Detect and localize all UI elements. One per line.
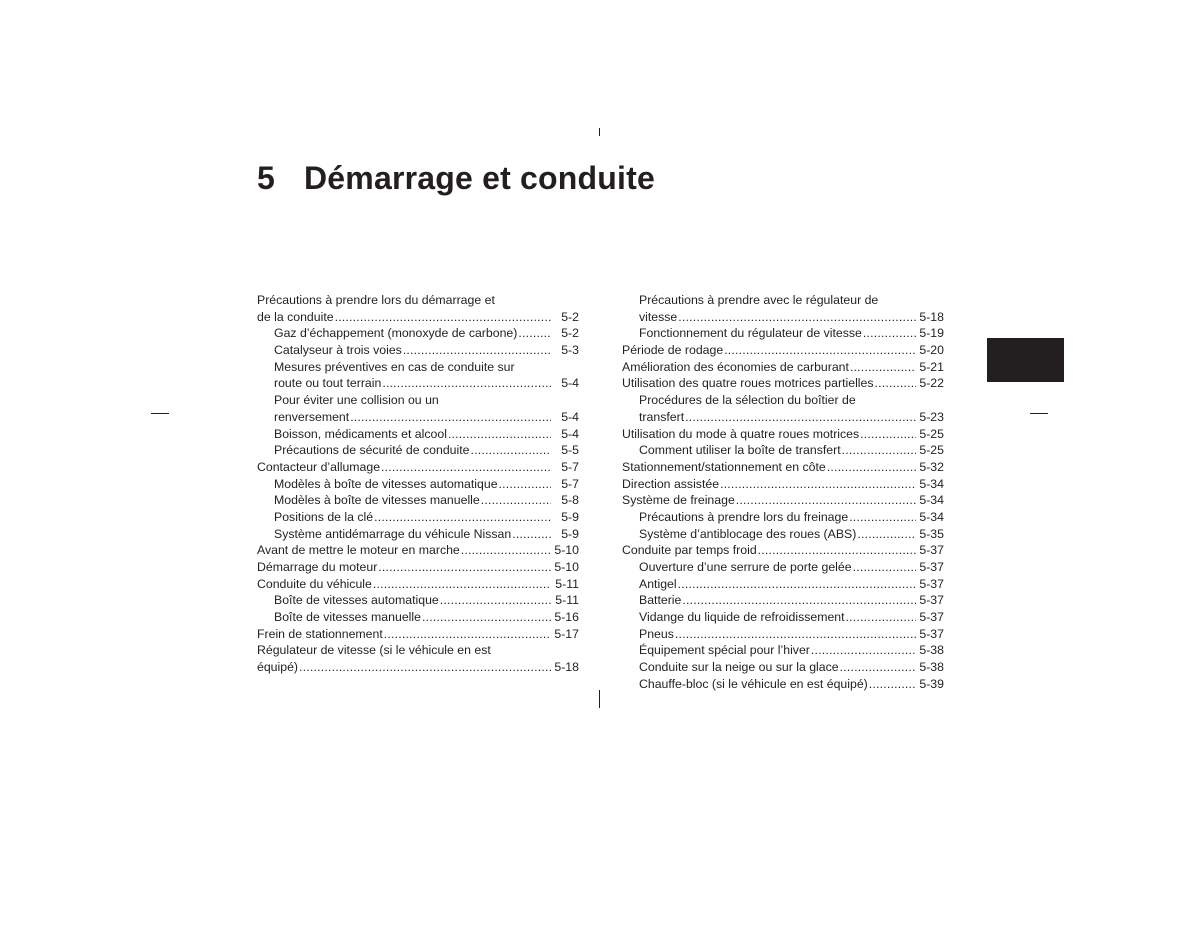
toc-entry[interactable] — [622, 426, 944, 443]
dot-leader — [685, 409, 916, 426]
toc-left-column — [257, 292, 579, 676]
toc-page-number: 5-37 — [919, 560, 944, 574]
dot-leader — [335, 309, 551, 326]
dot-leader — [736, 492, 916, 509]
crop-mark-bottom — [599, 690, 600, 708]
toc-entry[interactable] — [257, 592, 579, 609]
toc-entry[interactable] — [257, 359, 579, 392]
toc-page-number: 5-11 — [555, 576, 579, 591]
toc-entry-text: Précautions à prendre avec le régulateur de — [639, 293, 879, 307]
dot-leader — [875, 375, 916, 392]
toc-entry-text: Avant de mettre le moteur en marche — [257, 543, 460, 558]
toc-entry-text: Modèles à boîte de vitesses manuelle — [274, 493, 480, 508]
toc-entry[interactable] — [622, 476, 944, 493]
dot-leader — [846, 609, 916, 626]
toc-page-number: 5-11 — [555, 593, 579, 608]
toc-page-number: 5-38 — [919, 643, 944, 658]
toc-page-number: 5-7 — [561, 459, 579, 474]
toc-entry[interactable] — [257, 642, 579, 675]
toc-entry-text: Régulateur de vitesse (si le véhicule en est — [257, 643, 491, 658]
toc-entry[interactable] — [257, 526, 579, 543]
dot-leader — [403, 342, 551, 359]
toc-entry-text: Fonctionnement du régulateur de vitesse — [639, 326, 862, 341]
toc-entry[interactable] — [257, 292, 579, 325]
dot-leader — [422, 609, 551, 626]
toc-entry[interactable] — [257, 426, 579, 443]
toc-entry-text: Équipement spécial pour l’hiver — [639, 643, 810, 658]
crop-mark-top — [599, 128, 600, 136]
toc-entry[interactable] — [622, 375, 944, 392]
toc-entry-text: Boisson, médicaments et alcool — [274, 426, 447, 441]
toc-entry[interactable] — [622, 359, 944, 376]
dot-leader — [863, 325, 916, 342]
toc-entry-text: Comment utiliser la boîte de transfert — [639, 443, 841, 458]
toc-entry-text: Antigel — [639, 576, 677, 591]
dot-leader — [382, 375, 551, 392]
dot-leader — [758, 542, 916, 559]
crop-mark-left — [151, 413, 169, 414]
dot-leader — [724, 342, 916, 359]
toc-entry-text: Boîte de vitesses automatique — [274, 593, 439, 608]
dot-leader — [299, 659, 551, 676]
dot-leader — [350, 409, 551, 426]
toc-entry-text: Contacteur d’allumage — [257, 459, 381, 474]
toc-entry-text: Procédures de la sélection du boîtier de — [639, 393, 856, 408]
toc-entry[interactable] — [622, 526, 944, 543]
toc-entry[interactable] — [622, 509, 944, 526]
dot-leader — [857, 526, 916, 543]
toc-entry[interactable] — [257, 626, 579, 643]
toc-entry-text: vitesse — [639, 309, 678, 324]
dot-leader — [374, 509, 551, 526]
toc-entry[interactable] — [257, 442, 579, 459]
chapter-title-text: Démarrage et conduite — [304, 160, 655, 196]
toc-entry[interactable] — [622, 459, 944, 476]
toc-entry-text: Utilisation du mode à quatre roues motrices — [622, 426, 860, 441]
toc-page-number: 5-9 — [561, 509, 579, 524]
toc-page-number: 5-9 — [561, 526, 579, 541]
toc-entry[interactable] — [257, 542, 579, 559]
dot-leader — [440, 592, 551, 609]
toc-entry-text: route ou tout terrain — [274, 376, 382, 391]
toc-page-number: 5-19 — [919, 326, 944, 341]
toc-page-number: 5-37 — [919, 626, 944, 641]
toc-page-number: 5-21 — [919, 359, 944, 374]
toc-entry-text: transfert — [639, 409, 685, 424]
dot-leader — [860, 426, 916, 443]
dot-leader — [461, 542, 551, 559]
toc-page-number: 5-3 — [561, 343, 579, 358]
dot-leader — [481, 492, 551, 509]
toc-page-number: 5-8 — [561, 493, 579, 508]
toc-entry-text: Stationnement/stationnement en côte — [622, 459, 826, 474]
toc-entry-text: Modèles à boîte de vitesses automatique — [274, 476, 498, 491]
toc-page-number: 5-4 — [561, 409, 579, 424]
toc-page-number: 5-4 — [561, 426, 579, 441]
toc-entry-text: Batterie — [639, 593, 682, 608]
dot-leader — [849, 509, 916, 526]
dot-leader — [811, 642, 916, 659]
toc-page-number: 5-10 — [554, 543, 579, 558]
toc-entry-text: Conduite du véhicule — [257, 576, 372, 591]
toc-entry-text: Ouverture d’une serrure de porte gelée — [639, 560, 852, 574]
dot-leader — [381, 459, 551, 476]
toc-entry[interactable] — [622, 325, 944, 342]
toc-entry[interactable] — [622, 559, 944, 576]
toc-entry-text: Mesures préventives en cas de conduite sur — [274, 359, 515, 374]
toc-entry-text: Amélioration des économies de carburant — [622, 359, 849, 374]
toc-page-number: 5-37 — [919, 576, 944, 591]
toc-entry[interactable] — [622, 492, 944, 509]
dot-leader — [853, 559, 916, 576]
toc-entry[interactable] — [257, 459, 579, 476]
toc-entry[interactable] — [622, 592, 944, 609]
toc-entry-text: Système d’antiblocage des roues (ABS) — [639, 526, 857, 541]
toc-entry[interactable] — [257, 392, 579, 425]
dot-leader — [678, 576, 916, 593]
dot-leader — [384, 626, 551, 643]
toc-page-number: 5-39 — [919, 676, 944, 691]
dot-leader — [518, 325, 551, 342]
toc-entry-text: Période de rodage — [622, 343, 724, 358]
dot-leader — [850, 359, 916, 376]
toc-entry-text: Précautions à prendre lors du freinage — [639, 509, 849, 524]
dot-leader — [471, 442, 551, 459]
toc-page-number: 5-18 — [919, 309, 944, 324]
dot-leader — [675, 626, 916, 643]
toc-entry-text: renversement — [274, 409, 350, 424]
toc-page-number: 5-37 — [919, 610, 944, 625]
toc-entry[interactable] — [257, 342, 579, 359]
toc-entry-text: Conduite par temps froid — [622, 543, 757, 558]
toc-entry-text: Vidange du liquide de refroidissement — [639, 610, 845, 625]
toc-page-number: 5-37 — [919, 543, 944, 558]
toc-page-number: 5-16 — [554, 610, 579, 625]
toc-entry[interactable] — [622, 392, 944, 425]
toc-page-number: 5-35 — [919, 526, 944, 541]
dot-leader — [842, 442, 916, 459]
toc-page-number: 5-23 — [919, 409, 944, 424]
dot-leader — [448, 426, 551, 443]
dot-leader — [373, 576, 551, 593]
toc-entry[interactable] — [257, 492, 579, 509]
toc-entry[interactable] — [257, 559, 579, 576]
toc-entry-text: de la conduite — [257, 309, 334, 324]
toc-entry[interactable] — [622, 626, 944, 643]
toc-entry[interactable] — [257, 325, 579, 342]
toc-page-number: 5-34 — [919, 476, 944, 491]
toc-entry-text: Précautions à prendre lors du démarrage et — [257, 293, 495, 307]
toc-right-column — [622, 292, 944, 693]
toc-entry-text: Chauffe-bloc (si le véhicule en est équipé) — [639, 676, 868, 691]
toc-page-number: 5-7 — [561, 476, 579, 491]
toc-entry[interactable] — [622, 676, 944, 693]
toc-entry-text: Pneus — [639, 626, 674, 641]
toc-page-number: 5-20 — [919, 343, 944, 358]
toc-entry-text: Catalyseur à trois voies — [274, 343, 402, 358]
toc-page-number: 5-22 — [919, 376, 944, 391]
dot-leader — [378, 559, 551, 576]
toc-page-number: 5-25 — [919, 443, 944, 458]
toc-page-number: 5-37 — [919, 593, 944, 608]
dot-leader — [827, 459, 916, 476]
toc-entry-text: Utilisation des quatre roues motrices partielles — [622, 376, 874, 391]
dot-leader — [869, 676, 916, 693]
dot-leader — [840, 659, 916, 676]
toc-page-number: 5-34 — [919, 493, 944, 508]
toc-entry[interactable] — [622, 542, 944, 559]
dot-leader — [720, 476, 916, 493]
toc-entry-text: Direction assistée — [622, 476, 720, 491]
toc-entry-text: Démarrage du moteur — [257, 560, 378, 574]
toc-page-number: 5-32 — [919, 459, 944, 474]
toc-entry[interactable] — [622, 609, 944, 626]
toc-entry-text: Conduite sur la neige ou sur la glace — [639, 660, 839, 675]
chapter-tab-marker — [987, 338, 1064, 382]
toc-page-number: 5-2 — [561, 326, 579, 341]
crop-mark-right — [1030, 413, 1048, 414]
dot-leader — [682, 592, 916, 609]
toc-entry[interactable] — [622, 659, 944, 676]
toc-entry[interactable] — [257, 609, 579, 626]
dot-leader — [512, 526, 551, 543]
toc-entry-text: Système antidémarrage du véhicule Nissan — [274, 526, 512, 541]
toc-entry-text: Pour éviter une collision ou un — [274, 393, 439, 408]
dot-leader — [499, 476, 551, 493]
toc-page-number: 5-10 — [554, 560, 579, 574]
toc-entry[interactable] — [257, 476, 579, 493]
toc-entry[interactable] — [622, 292, 944, 325]
chapter-number: 5 — [257, 160, 275, 196]
chapter-title — [257, 158, 655, 198]
toc-entry[interactable] — [622, 442, 944, 459]
toc-page-number: 5-2 — [561, 309, 579, 324]
toc-page-number: 5-34 — [919, 509, 944, 524]
toc-entry-text: Système de freinage — [622, 493, 735, 508]
toc-entry[interactable] — [622, 642, 944, 659]
toc-entry-text: Précautions de sécurité de conduite — [274, 443, 470, 458]
toc-entry-text: équipé) — [257, 660, 299, 675]
toc-page-number: 5-38 — [919, 660, 944, 675]
toc-entry-text: Boîte de vitesses manuelle — [274, 610, 421, 625]
toc-entry[interactable] — [257, 576, 579, 593]
toc-page-number: 5-17 — [554, 626, 579, 641]
toc-entry-text: Gaz d’échappement (monoxyde de carbone) — [274, 326, 518, 341]
toc-page-number: 5-25 — [919, 426, 944, 441]
toc-entry-text: Positions de la clé — [274, 509, 374, 524]
toc-entry[interactable] — [622, 576, 944, 593]
toc-page-number: 5-5 — [561, 443, 579, 458]
toc-entry-text: Frein de stationnement — [257, 626, 383, 641]
toc-page-number: 5-18 — [554, 660, 579, 675]
toc-page-number: 5-4 — [561, 376, 579, 391]
toc-entry[interactable] — [257, 509, 579, 526]
dot-leader — [678, 309, 916, 326]
toc-entry[interactable] — [622, 342, 944, 359]
